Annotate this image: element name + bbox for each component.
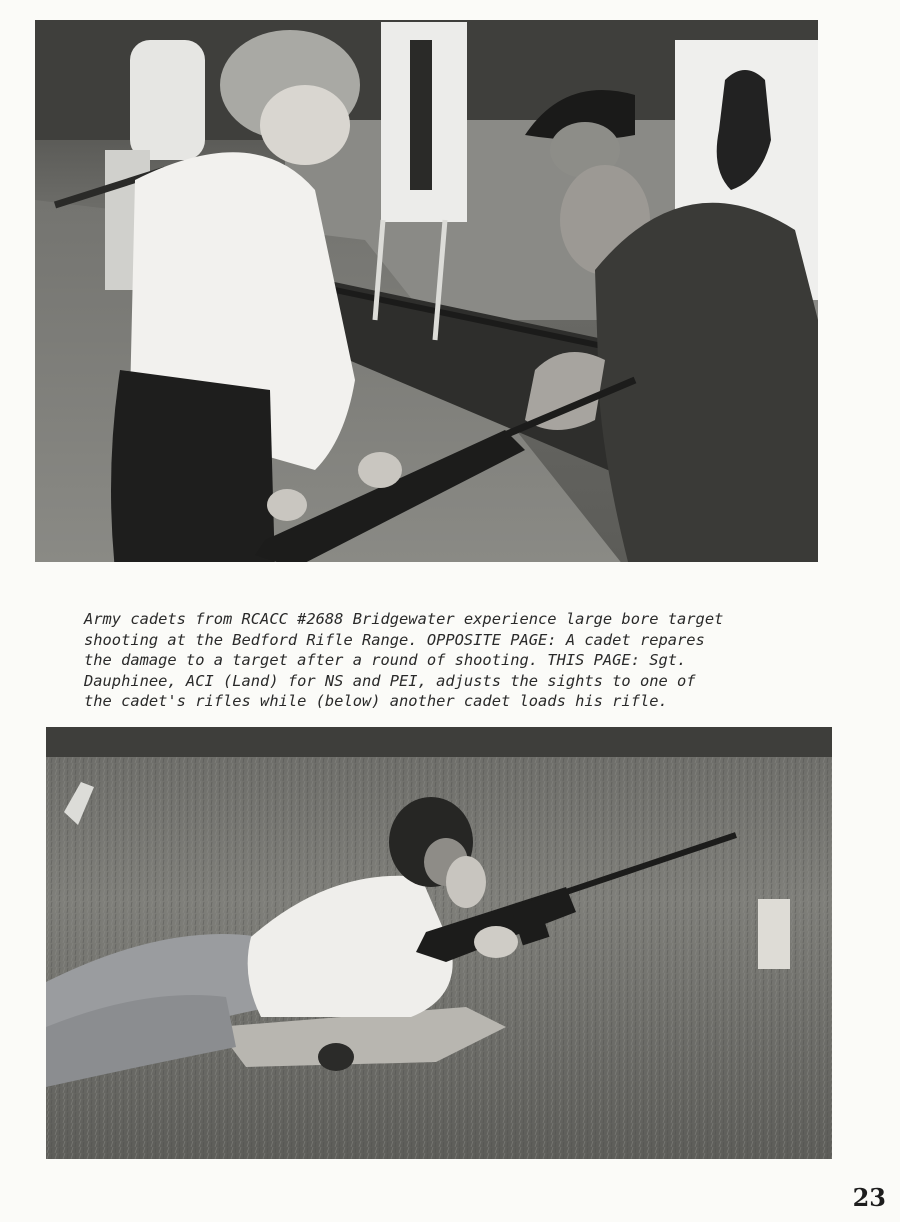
caption-line: Dauphinee, ACI (Land) for NS and PEI, adjusts the sights to one of bbox=[84, 671, 696, 690]
caption-line: the cadet's rifles while (below) another cadet loads his rifle. bbox=[84, 692, 668, 711]
caption-line: the damage to a target after a round of shooting. THIS PAGE: Sgt. bbox=[84, 651, 687, 670]
top-photo bbox=[35, 20, 818, 562]
bottom-photo-image bbox=[46, 727, 832, 1159]
caption-line: shooting at the Bedford Rifle Range. OPPOSITE PAGE: A cadet repares bbox=[84, 630, 705, 649]
bottom-photo bbox=[46, 727, 832, 1159]
photo-caption bbox=[84, 609, 790, 712]
page-number: 23 bbox=[852, 1183, 886, 1212]
top-photo-image bbox=[35, 20, 818, 562]
caption-line: Army cadets from RCACC #2688 Bridgewater experience large bore target bbox=[84, 610, 724, 628]
